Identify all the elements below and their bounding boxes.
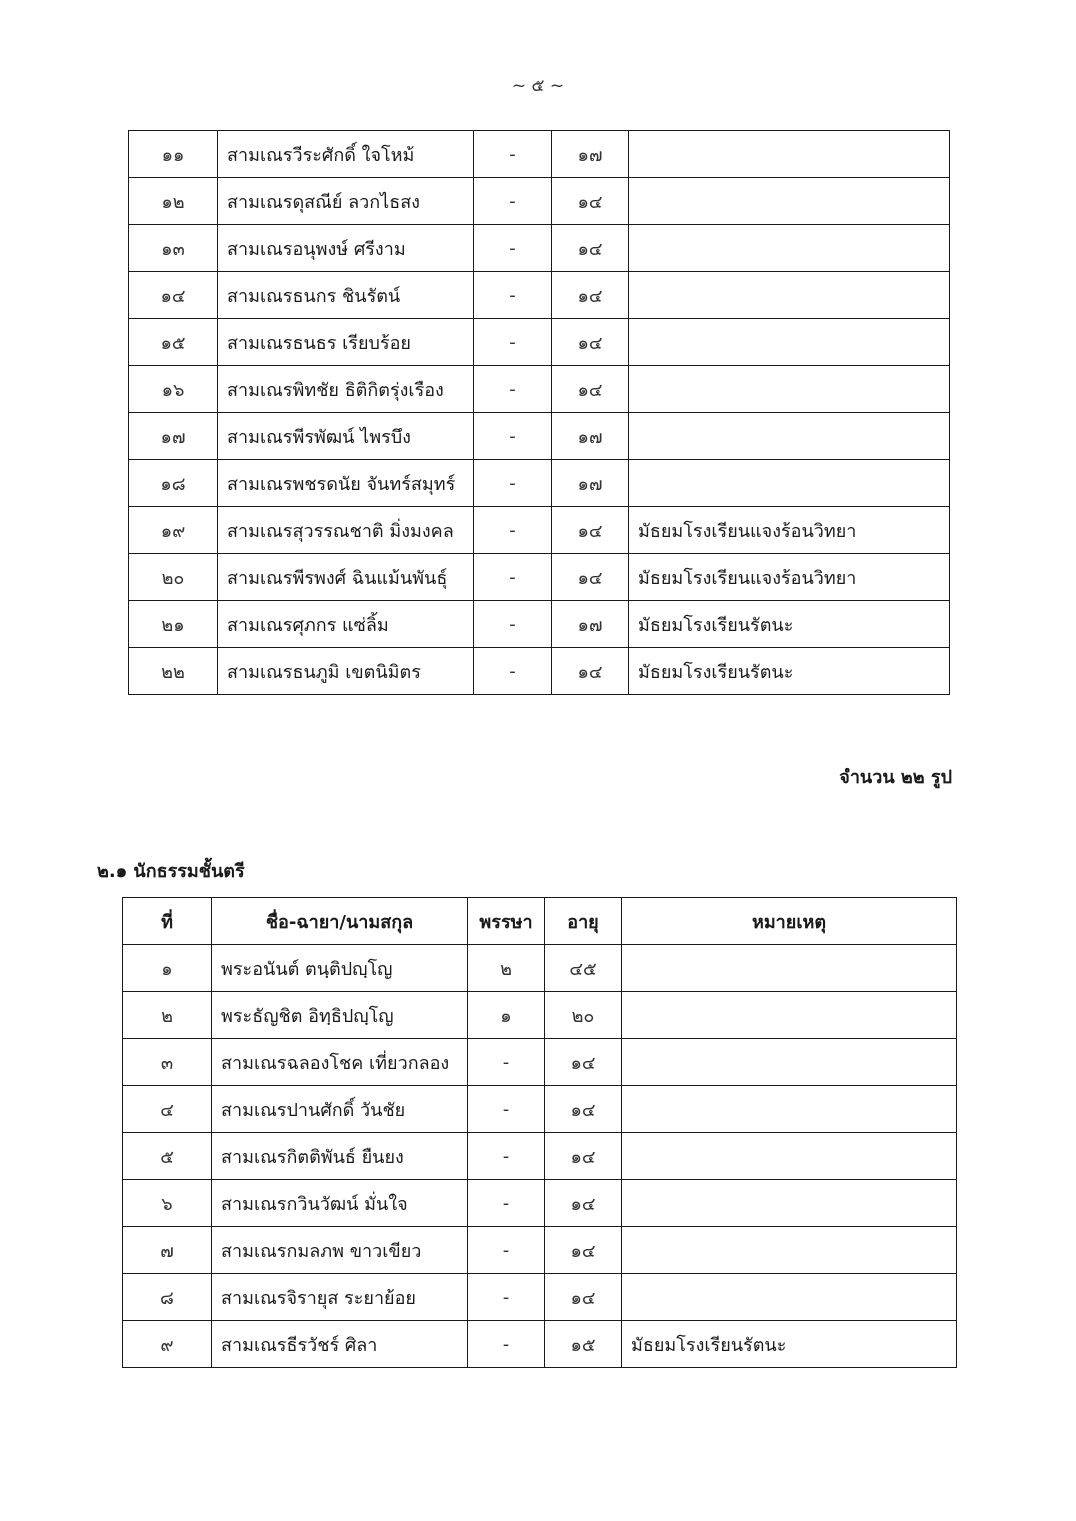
cell-age: ๑๗ — [552, 413, 629, 460]
roster-table-continued — [128, 130, 950, 695]
cell-age: ๑๔ — [545, 1039, 622, 1086]
header-phansa: พรรษา — [468, 898, 545, 945]
cell-no: ๙ — [123, 1321, 212, 1368]
cell-name: สามเณรธนกร ชินรัตน์ — [218, 272, 474, 319]
table-row — [129, 460, 950, 507]
cell-age: ๑๗ — [552, 601, 629, 648]
table-row — [123, 1133, 957, 1180]
cell-age: ๑๔ — [552, 554, 629, 601]
cell-phansa: - — [474, 319, 552, 366]
cell-name: สามเณรธนภูมิ เขตนิมิตร — [218, 648, 474, 695]
cell-name: สามเณรพชรดนัย จันทร์สมุทร์ — [218, 460, 474, 507]
cell-note — [629, 319, 950, 366]
cell-note: มัธยมโรงเรียนรัตนะ — [629, 601, 950, 648]
cell-phansa: - — [474, 131, 552, 178]
table-header-row — [123, 898, 957, 945]
cell-no: ๑๙ — [129, 507, 218, 554]
cell-note — [622, 1180, 957, 1227]
cell-note — [622, 945, 957, 992]
table-row — [123, 1227, 957, 1274]
cell-no: ๒๑ — [129, 601, 218, 648]
cell-no: ๘ — [123, 1274, 212, 1321]
cell-phansa: - — [474, 366, 552, 413]
cell-no: ๗ — [123, 1227, 212, 1274]
cell-name: สามเณรธนธร เรียบร้อย — [218, 319, 474, 366]
cell-name: สามเณรศุภกร แซ่ลิ้ม — [218, 601, 474, 648]
cell-note — [629, 178, 950, 225]
table-row — [129, 272, 950, 319]
cell-phansa: - — [468, 1086, 545, 1133]
cell-name: สามเณรพิทชัย ธิติกิตรุ่งเรือง — [218, 366, 474, 413]
cell-age: ๑๔ — [545, 1180, 622, 1227]
cell-name: สามเณรกมลภพ ขาวเขียว — [212, 1227, 468, 1274]
cell-no: ๒๒ — [129, 648, 218, 695]
cell-note: มัธยมโรงเรียนแจงร้อนวิทยา — [629, 507, 950, 554]
cell-name: พระธัญชิต อิทฺธิปญฺโญ — [212, 992, 468, 1039]
table-row — [129, 507, 950, 554]
cell-phansa: - — [468, 1039, 545, 1086]
total-count: จำนวน ๒๒ รูป — [839, 767, 952, 788]
table-row — [123, 1321, 957, 1368]
cell-name: สามเณรสุวรรณชาติ มิ่งมงคล — [218, 507, 474, 554]
cell-age: ๑๔ — [552, 272, 629, 319]
cell-name: สามเณรวีระศักดิ์ ใจโหม้ — [218, 131, 474, 178]
table-row — [123, 992, 957, 1039]
cell-age: ๑๔ — [552, 648, 629, 695]
cell-note — [629, 131, 950, 178]
cell-note: มัธยมโรงเรียนแจงร้อนวิทยา — [629, 554, 950, 601]
cell-no: ๒ — [123, 992, 212, 1039]
cell-no: ๕ — [123, 1133, 212, 1180]
header-note: หมายเหตุ — [622, 898, 957, 945]
cell-note — [629, 460, 950, 507]
cell-name: สามเณรจิรายุส ระยาย้อย — [212, 1274, 468, 1321]
nak-tham-tri-table — [122, 897, 957, 1368]
cell-name: สามเณรดุสณีย์ ลวกไธสง — [218, 178, 474, 225]
cell-note — [629, 272, 950, 319]
cell-age: ๑๔ — [552, 366, 629, 413]
cell-no: ๑๕ — [129, 319, 218, 366]
cell-age: ๑๔ — [545, 1086, 622, 1133]
cell-age: ๔๕ — [545, 945, 622, 992]
cell-phansa: - — [468, 1227, 545, 1274]
cell-name: สามเณรปานศักดิ์ วันชัย — [212, 1086, 468, 1133]
cell-age: ๑๔ — [552, 507, 629, 554]
table-row — [123, 945, 957, 992]
cell-note — [622, 1227, 957, 1274]
cell-age: ๑๗ — [552, 460, 629, 507]
cell-phansa: - — [474, 554, 552, 601]
table-row — [123, 1274, 957, 1321]
cell-phansa: - — [474, 272, 552, 319]
cell-note — [622, 1274, 957, 1321]
table-row — [129, 554, 950, 601]
table-row — [129, 366, 950, 413]
cell-no: ๑๖ — [129, 366, 218, 413]
cell-note — [622, 992, 957, 1039]
cell-age: ๑๕ — [545, 1321, 622, 1368]
cell-phansa: - — [474, 648, 552, 695]
cell-name: พระอนันต์ ตนฺติปญฺโญ — [212, 945, 468, 992]
cell-no: ๖ — [123, 1180, 212, 1227]
cell-age: ๑๗ — [552, 131, 629, 178]
cell-no: ๑๒ — [129, 178, 218, 225]
table-row — [129, 413, 950, 460]
table-row — [123, 1086, 957, 1133]
cell-note — [622, 1133, 957, 1180]
cell-name: สามเณรพีรพงศ์ ฉินแม้นพันธุ์ — [218, 554, 474, 601]
cell-age: ๑๔ — [552, 225, 629, 272]
cell-note — [622, 1039, 957, 1086]
cell-name: สามเณรฉลองโชค เที่ยวกลอง — [212, 1039, 468, 1086]
cell-note — [629, 413, 950, 460]
table-row — [129, 319, 950, 366]
cell-note: มัธยมโรงเรียนรัตนะ — [629, 648, 950, 695]
header-name: ชื่อ-ฉายา/นามสกุล — [212, 898, 468, 945]
cell-phansa: - — [474, 601, 552, 648]
cell-age: ๑๔ — [552, 178, 629, 225]
table-row — [129, 225, 950, 272]
cell-name: สามเณรธีรวัชร์ ศิลา — [212, 1321, 468, 1368]
cell-note — [622, 1086, 957, 1133]
cell-phansa: - — [468, 1321, 545, 1368]
table-row — [129, 131, 950, 178]
cell-name: สามเณรอนุพงษ์ ศรีงาม — [218, 225, 474, 272]
cell-phansa: - — [468, 1133, 545, 1180]
cell-no: ๑๔ — [129, 272, 218, 319]
cell-note: มัธยมโรงเรียนรัตนะ — [622, 1321, 957, 1368]
cell-no: ๑๗ — [129, 413, 218, 460]
cell-phansa: ๑ — [468, 992, 545, 1039]
cell-phansa: - — [474, 507, 552, 554]
cell-no: ๑ — [123, 945, 212, 992]
cell-no: ๒๐ — [129, 554, 218, 601]
cell-age: ๒๐ — [545, 992, 622, 1039]
cell-age: ๑๔ — [545, 1274, 622, 1321]
roster-table-body — [129, 131, 950, 695]
cell-age: ๑๔ — [545, 1133, 622, 1180]
cell-phansa: - — [474, 225, 552, 272]
cell-name: สามเณรกิตติพันธ์ ยืนยง — [212, 1133, 468, 1180]
table-row — [129, 178, 950, 225]
cell-name: สามเณรกวินวัฒน์ มั่นใจ — [212, 1180, 468, 1227]
header-age: อายุ — [545, 898, 622, 945]
cell-phansa: - — [474, 413, 552, 460]
cell-phansa: ๒ — [468, 945, 545, 992]
cell-note — [629, 225, 950, 272]
cell-name: สามเณรพีรพัฒน์ ไพรบึง — [218, 413, 474, 460]
cell-no: ๑๘ — [129, 460, 218, 507]
cell-age: ๑๔ — [552, 319, 629, 366]
cell-phansa: - — [468, 1180, 545, 1227]
cell-phansa: - — [474, 178, 552, 225]
table-row — [123, 1039, 957, 1086]
cell-phansa: - — [468, 1274, 545, 1321]
cell-no: ๓ — [123, 1039, 212, 1086]
cell-no: ๔ — [123, 1086, 212, 1133]
cell-note — [629, 366, 950, 413]
header-no: ที่ — [123, 898, 212, 945]
nak-tham-table-body — [123, 945, 957, 1368]
table-row — [129, 601, 950, 648]
table-row — [129, 648, 950, 695]
cell-no: ๑๑ — [129, 131, 218, 178]
table-row — [123, 1180, 957, 1227]
page-number: ~ ๕ ~ — [511, 76, 565, 96]
section-title: ๒.๑ นักธรรมชั้นตรี — [97, 861, 245, 882]
cell-phansa: - — [474, 460, 552, 507]
cell-age: ๑๔ — [545, 1227, 622, 1274]
cell-no: ๑๓ — [129, 225, 218, 272]
